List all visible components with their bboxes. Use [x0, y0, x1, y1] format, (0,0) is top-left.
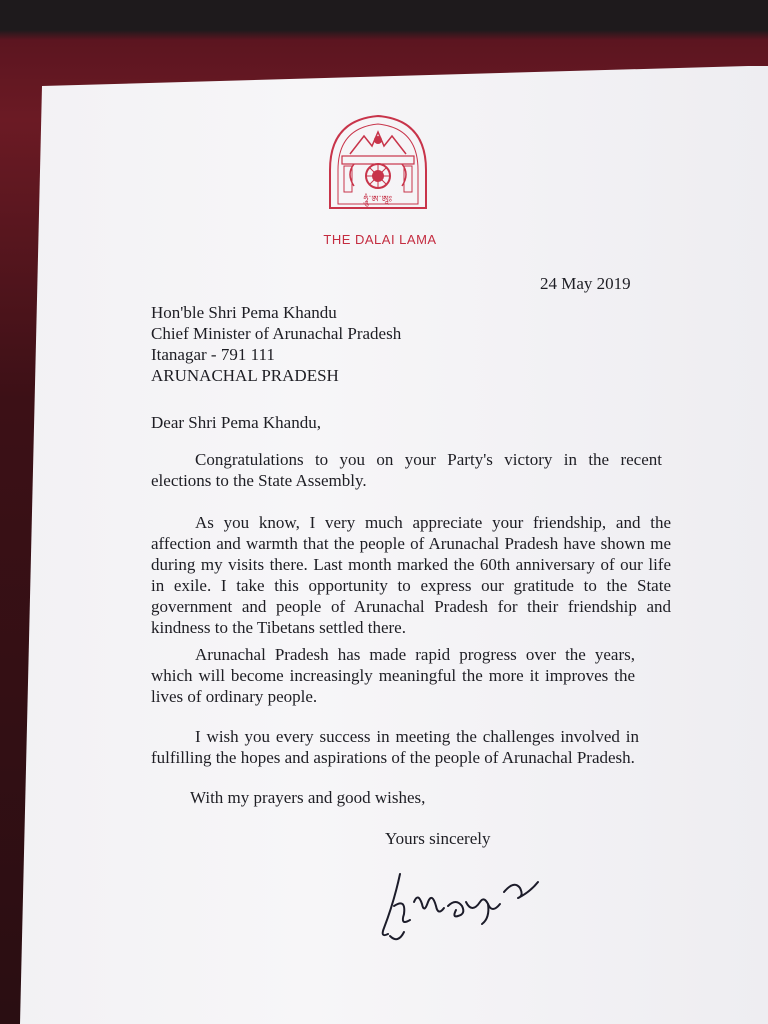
paragraph-text: Arunachal Pradesh has made rapid progress over the years, which will become increasingly meaningful the more it improves the lives of ordinary people.	[151, 645, 635, 706]
letterhead-title: THE DALAI LAMA	[323, 232, 437, 247]
paragraph-gratitude	[151, 512, 671, 638]
recipient-state: ARUNACHAL PRADESH	[151, 366, 339, 385]
paragraph-progress	[151, 644, 635, 707]
recipient-title: Chief Minister of Arunachal Pradesh	[151, 324, 402, 343]
paragraph-wishes	[151, 726, 639, 768]
paragraph-text: Congratulations to you on your Party's victory in the recent elections to the State Assembly.	[151, 450, 662, 490]
recipient-city: Itanagar - 791 111	[151, 345, 275, 364]
sign-off: Yours sincerely	[385, 829, 491, 848]
paragraph-text: As you know, I very much appreciate your friendship, and the affection and warmth that the people of Arunachal Pradesh have shown me during my visits there. Last month marked the 60th anniversary of our life in exile. I take this opportunity to express our gratitude to the State government and people of Arunachal Pradesh for their friendship and kindness to the Tibetans settled there.	[151, 513, 671, 637]
letter-date: 24 May 2019	[540, 274, 631, 293]
paragraph-text: I wish you every success in meeting the challenges involved in fulfilling the hopes and aspirations of the people of Arunachal Pradesh.	[151, 727, 639, 767]
salutation: Dear Shri Pema Khandu,	[151, 413, 321, 432]
recipient-name: Hon'ble Shri Pema Khandu	[151, 303, 337, 322]
handwritten-signature	[370, 862, 550, 952]
paragraph-congratulations	[151, 449, 662, 491]
closing-wishes: With my prayers and good wishes,	[190, 788, 426, 807]
seal-tibetan-inscription: ཧཱུཾ་ཨ་ཨཱཿ	[363, 195, 393, 205]
